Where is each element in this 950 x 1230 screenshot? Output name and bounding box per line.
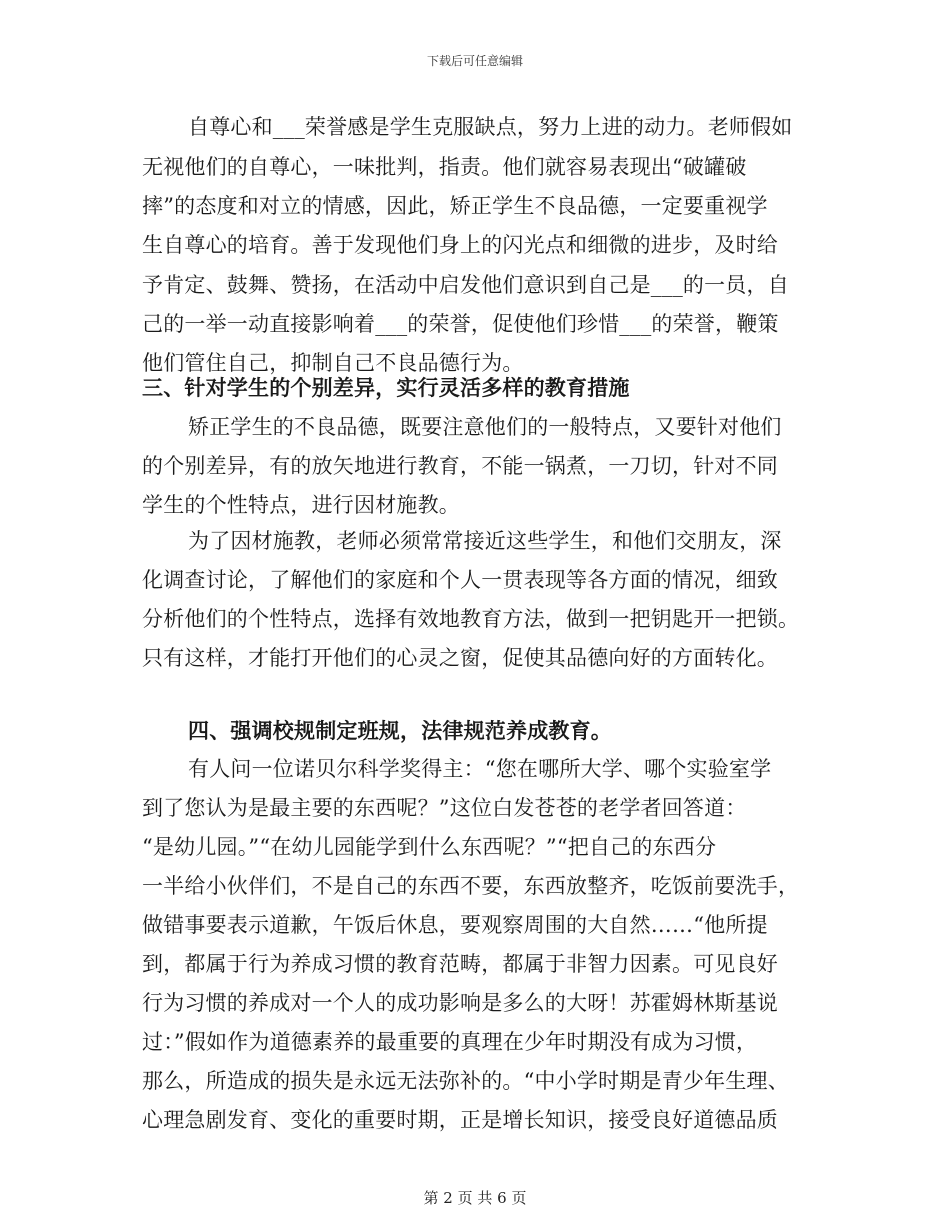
- text-line: 到了您认为是最主要的东西呢？”这位白发苍苍的老学者回答道：: [142, 796, 747, 820]
- text-line: 学生的个性特点，进行因材施教。: [142, 493, 460, 517]
- text-line: 矫正学生的不良品德，既要注意他们的一般特点，又要针对他们: [188, 415, 782, 439]
- text-line: 一半给小伙伴们，不是自己的东西不要，东西放整齐，吃饭前要洗手，: [142, 874, 800, 898]
- section-heading: 三、针对学生的个别差异，实行灵活多样的教育措施: [142, 375, 630, 400]
- text-line: 自尊心和___荣誉感是学生克服缺点，努力上进的动力。老师假如: [188, 115, 793, 139]
- header-note: 下载后可任意编辑: [426, 54, 523, 68]
- text-line: 那么，所造成的损失是永远无法弥补的。“中小学时期是青少年生理、: [142, 1069, 789, 1093]
- text-line: 做错事要表示道歉，午饭后休息，要观察周围的大自然……“他所提: [142, 913, 768, 937]
- text-line: 过：”假如作为道德素养的最重要的真理在少年时期没有成为习惯，: [142, 1030, 758, 1054]
- text-line: 他们管住自己，抑制自己不良品德行为。: [142, 351, 524, 375]
- text-line: 生自尊心的培育。善于发现他们身上的闪光点和细微的进步，及时给: [142, 233, 778, 257]
- section-heading: 四、强调校规制定班规，法律规范养成教育。: [188, 718, 612, 743]
- text-line: 只有这样，才能打开他们的心灵之窗，促使其品德向好的方面转化。: [142, 646, 778, 670]
- text-line: 己的一举一动直接影响着___的荣誉，促使他们珍惜___的荣誉，鞭策: [142, 312, 779, 336]
- text-line: 行为习惯的养成对一个人的成功影响是多么的大呀！苏霍姆林斯基说: [142, 991, 778, 1015]
- text-line: 为了因材施教，老师必须常常接近这些学生，和他们交朋友，深: [188, 529, 782, 553]
- text-line: 有人问一位诺贝尔科学奖得主：“您在哪所大学、哪个实验室学: [188, 757, 772, 781]
- text-line: 心理急剧发育、变化的重要时期，正是增长知识，接受良好道德品质: [142, 1108, 778, 1132]
- text-line: 摔”的态度和对立的情感，因此，矫正学生不良品德，一定要重视学: [142, 194, 768, 218]
- text-line: 无视他们的自尊心，一味批判，指责。他们就容易表现出“破罐破: [142, 155, 747, 179]
- text-line: “是幼儿园。”“在幼儿园能学到什么东西呢？”“把自己的东西分: [142, 835, 717, 859]
- text-line: 到，都属于行为养成习惯的教育范畴，都属于非智力因素。可见良好: [142, 952, 778, 976]
- text-line: 分析他们的个性特点，选择有效地教育方法，做到一把钥匙开一把锁。: [142, 607, 800, 631]
- text-line: 予肯定、鼓舞、赞扬，在活动中启发他们意识到自己是___的一员，自: [142, 273, 789, 297]
- page-number: 第 2 页 共 6 页: [423, 1189, 527, 1207]
- text-line: 化调查讨论，了解他们的家庭和个人一贯表现等各方面的情况，细致: [142, 568, 778, 592]
- text-line: 的个别差异，有的放矢地进行教育，不能一锅煮，一刀切，针对不同: [142, 454, 778, 478]
